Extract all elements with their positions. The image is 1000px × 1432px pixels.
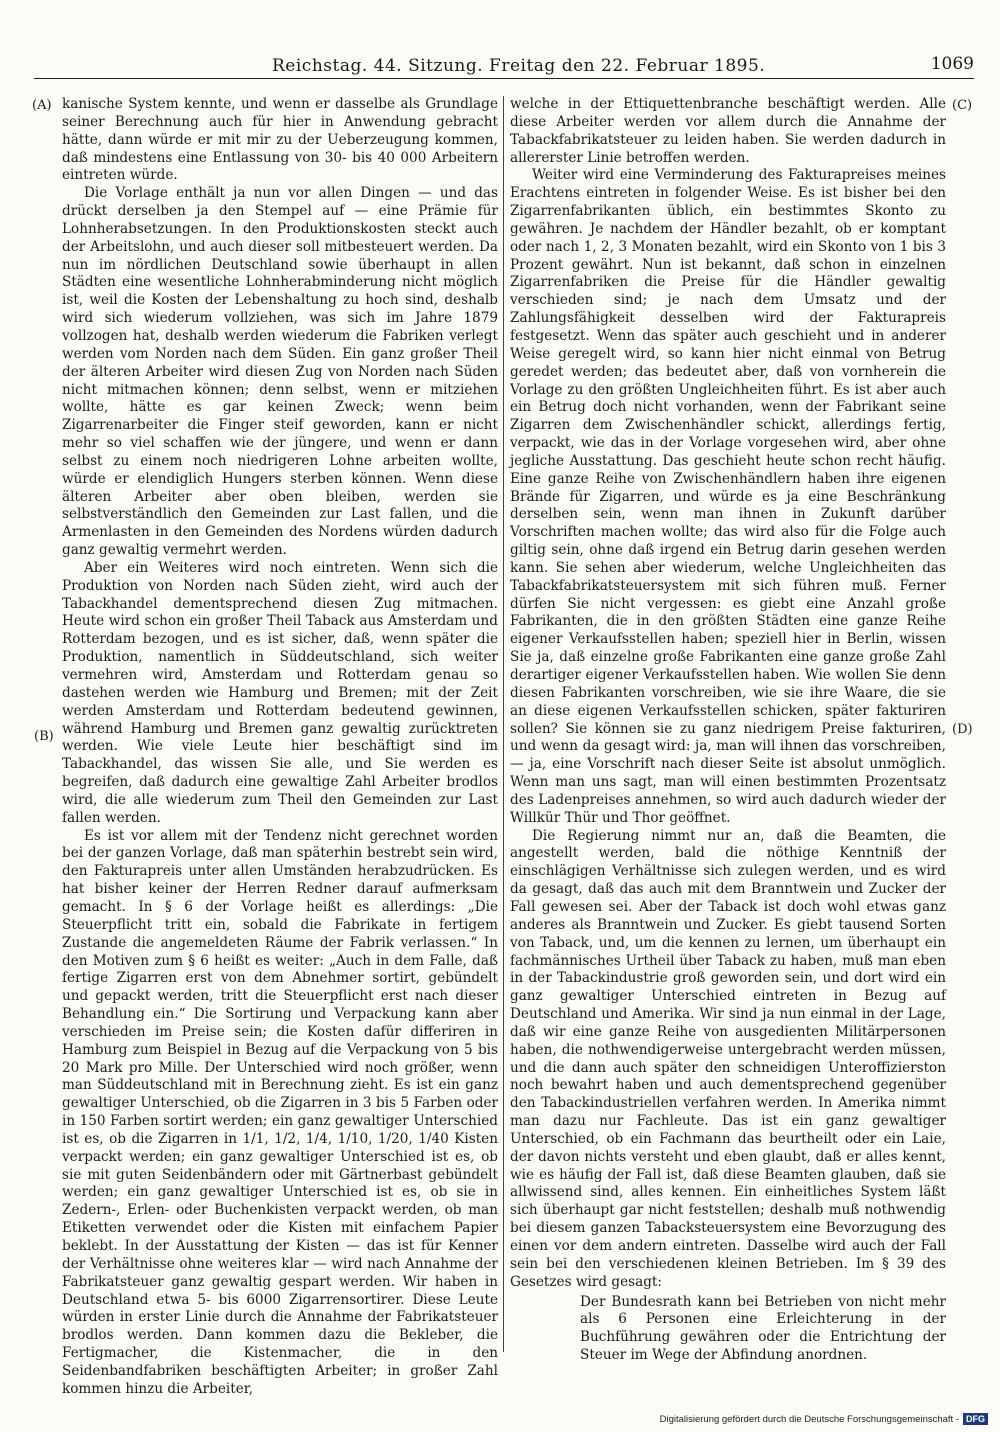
paragraph: Es ist vor allem mit der Tendenz nicht gerechnet worden bei der ganzen Vorlage, daß man späterhin bestrebt sein wird, den Fakturapreis unter allen Umständen herabzudrücken. Es hat bisher keiner der Herren Redner darauf aufmerksam gemacht. In § 6 der Vorlage heißt es allerdings: „Die Steuerpflicht tritt ein, sobald die Fabrikate in fertigem Zustande die angemeldeten Räume der Fabrik verlassen.“ In den Motiven zum § 6 heißt es weiter: „Auch in dem Falle, daß fertige Zigarren erst von dem Abnehmer sortirt, gebündelt und gepackt werden, tritt die Steuerpflicht erst nach dieser Behandlung ein.“ Die Sortirung und Verpackung kann aber verschieden im Preise sein; die Kosten dafür differiren in Hamburg zum Beispiel in Bezug auf die Verpackung von 5 bis 20 Mark pro Mille. Der Unterschied wird noch größer, wenn man Süddeutschland mit in Berechnung zieht. Es ist ein ganz gewaltiger Unterschied, ob die Zigarren in 3 bis 5 Farben oder in 150 Farben sortirt werden; ein ganz gewaltiger Unterschied ist es, ob die Zigarren in 1/1, 1/2, 1/4, 1/10, 1/20, 1/40 Kisten verpackt werden; ein ganz gewaltiger Unterschied ist es, ob sie mit guten Seidenbändern oder mit Gärtnerbast gebündelt werden; ein ganz gewaltiger Unterschied ist es, ob sie in Zedern-, Erlen- oder Buchenkisten verpackt werden, ob man Etiketten verwendet oder die Kisten mit einfachem Papier beklebt. In der Ausstattung der Kisten — das ist für Kenner der Verhältnisse ohne weiteres klar — wird nach Annahme der Fabrikatsteuer ganz gewaltig gespart werden. Wir haben in Deutschland etwa 5- bis 6000 Zigarrensortirer. Diese Leute würden in erster Linie durch die Annahme der Fabrikatsteuer brodlos werden. Dann kommen dazu die Bekleber, die Fertigmacher, die Kistenmacher, die in den Seidenbandfabriken beschäftigten Arbeiter; in großer Zahl kommen hinzu die Arbeiter, — [62, 827, 498, 1397]
paragraph: Die Regierung nimmt nur an, daß die Beamten, die angestellt werden, bald die nöthige Kenntniß der einschlägigen Verhältnisse sich zulegen werden, und es wird da gesagt, daß das auch mit dem Branntwein und Zucker der Fall gewesen sei. Aber der Taback ist doch wohl etwas ganz anderes als Branntwein und Zucker. Es giebt tausend Sorten von Taback, und, um die kennen zu lernen, um überhaupt ein fachmännisches Urtheil über Taback zu haben, muß man eben in der Tabackindustrie groß geworden sein, und dort wird ein ganz gewaltiger Unterschied eintreten in Bezug auf Deutschland und Amerika. Wir sind ja nun einmal in der Lage, daß wir eine ganze Reihe von ausgedienten Militärpersonen haben, die nothwendigerweise untergebracht werden müssen, und die dann auch später den schneidigen Unteroffizierston noch bewahrt haben und auch dementsprechend gegenüber den Tabackindustriellen verfahren werden. In Amerika nimmt man dazu nur Fachleute. Das ist ein ganz gewaltiger Unterschied, ob ein Fachmann das beurtheilt oder ein Laie, der davon nichts versteht und eben glaubt, daß er alles kennt, wie es häufig der Fall ist, daß diese Beamten glauben, daß sie allwissend sind, alles kennen. Ein einheitliches System läßt sich überhaupt gar nicht feststellen; deshalb muß nothwendig bei diesem ganzen Tabacksteuersystem eine Bevorzugung des einen vor dem andern eintreten. Dasselbe wird auch der Fall sein bei den verschiedenen kleinen Betrieben. Im § 39 des Gesetzes wird gesagt: — [510, 827, 946, 1290]
digitization-footer — [660, 1413, 988, 1425]
paragraph: Die Vorlage enthält ja nun vor allen Dingen — und das drückt derselben ja den Stempel auf — eine Prämie für Lohnherabsetzungen. In den Produktionskosten steckt auch der Arbeitslohn, und auch dieser soll mitbesteuert werden. Da nun im nördlichen Deutschland sowie überhaupt in allen Städten eine wesentliche Lohnherabminderung nicht möglich ist, weil die Kosten der Lebenshaltung zu hoch sind, deshalb wird sich wiederum vollziehen, was sich im Jahre 1879 vollzogen hat, deshalb werden wiederum die Fabriken verlegt werden vom Norden nach dem Süden. Ein ganz großer Theil der älteren Arbeiter wird diesen Zug von Norden nach Süden nicht mitmachen können; denn selbst, wenn er mitziehen wollte, hätte es gar keinen Zweck; wenn beim Zigarrenarbeiter die Finger steif geworden, kann er nicht mehr so viel schaffen wie der jüngere, und wenn er dann selbst zu einem noch niedrigeren Lohne arbeiten wollte, würde er elendiglich Hungers sterben können. Wenn diese älteren Arbeiter aber oben bleiben, werden sie selbstverständlich den Gemeinden zur Last fallen, und die Armenlasten in den Gemeinden des Nordens würden dadurch ganz gewaltig vermehrt werden. — [62, 185, 498, 559]
footer-text: Digitalisierung gefördert durch die Deutsche Forschungsgemeinschaft - — [659, 1413, 959, 1425]
paragraph: kanische System kennte, und wenn er dasselbe als Grundlage seiner Berechnung auch für hier in Anwendung gebracht hätte, dann würde er mit mir zu der Ueberzeugung kommen, daß mindestens eine Entlassung von 30- bis 40 000 Arbeitern eintreten würde. — [62, 96, 498, 184]
paragraph: Weiter wird eine Verminderung des Fakturapreises meines Erachtens eintreten in folgender Weise. Es ist bisher bei den Zigarrenfabrikanten üblich, ein bestimmtes Skonto zu gewähren. Je nachdem der Händler bezahlt, ob er komptant oder nach 1, 2, 3 Monaten bezahlt, wird ein Skonto von 1 bis 3 Prozent gewährt. Nun ist bekannt, daß schon in einzelnen Zigarrenfabriken die Preise für die Händler gewaltig verschieden sind; je nach dem Umsatz und der Zahlungsfähigkeit desselben wird der Fakturapreis festgesetzt. Wenn das später auch geschieht und in anderer Weise geregelt wird, so kann hier nicht einmal von Betrug geredet werden; das bedeutet aber, daß von vornherein die Vorlage zu den größten Ungleichheiten führt. Es ist aber auch ein Betrug doch nicht vorhanden, wenn der Fabrikant seine Zigarren dem Zwischenhändler schickt, allerdings fertig, verpackt, wie das in der Vorlage vorgesehen wird, aber ohne jegliche Ausstattung. Das geschieht heute schon recht häufig. Eine ganze Reihe von Zwischenhändlern haben ihre eigenen Brände für Zigarren, und würde es ja eine Beschränkung derselben sein, wenn man ihnen in Zukunft darüber Vorschriften machen wollte; das wird also für die Folge auch giltig sein, ohne daß irgend ein Betrug darin gesehen werden kann. Sie sehen aber wiederum, welche Ungleichheiten das Tabackfabrikatsteuersystem mit sich führen muß. Ferner dürfen Sie nicht vergessen: es giebt eine Anzahl große Fabrikanten, die in den größten Städten eine ganze Reihe eigener Verkaufsstellen haben; speziell hier in Berlin, wissen Sie ja, daß einzelne große Fabrikanten eine ganze große Zahl derartiger eigener Verkaufsstellen haben. Wie wollen Sie denn diesen Fabrikanten vorschreiben, wie sie ihre Waare, die sie an diese eigenen Verkaufsstellen schicken, später fakturiren sollen? Sie können sie zu ganz niedrigem Preise fakturiren, und wenn da gesagt wird: ja, man will ihnen das vorschreiben, — ja, eine Vorschrift nach dieser Seite ist absolut unmöglich. Wenn man uns sagt, man will einen bestimmten Prozentsatz des Ladenpreises annehmen, so wird auch dadurch wieder der Willkür Thür und Thor geöffnet. — [510, 167, 946, 826]
margin-marker-c: (C) — [952, 98, 973, 113]
header-rule — [34, 78, 974, 79]
page-header — [34, 52, 974, 82]
margin-marker-a: (A) — [32, 98, 52, 113]
header-title: Reichstag. 44. Sitzung. Freitag den 22. Februar 1895. — [272, 56, 766, 76]
dfg-logo: DFG — [963, 1413, 988, 1425]
paragraph: Aber ein Weiteres wird noch eintreten. Wenn sich die Produktion von Norden nach Süden zieht, wird auch der Tabackhandel dementsprechend diesen Zug mitmachen. Heute wird schon ein großer Theil Taback aus Amsterdam und Rotterdam bezogen, und es ist sicher, daß, wenn später die Produktion, namentlich in Süddeutschland, sich weiter vermehren wird, Amsterdam und Rotterdam genau so dastehen werden wie Hamburg und Bremen; mit der Zeit werden Amsterdam und Rotterdam bedeutend gewinnen, während Hamburg und Bremen ganz gewaltig zurücktreten werden. Wie viele Leute hier beschäftigt sind im Tabackhandel, das wissen Sie alle, und Sie werden es begreifen, daß dadurch eine gewaltige Zahl Arbeiter brodlos wird, die alle wiederum zum Theil den Gemeinden zur Last fallen werden. — [62, 559, 498, 826]
column-divider — [503, 96, 504, 1352]
page-number: 1069 — [930, 54, 974, 74]
margin-marker-b: (B) — [34, 729, 54, 744]
quoted-law-text: Der Bundesrath kann bei Betrieben von nicht mehr als 6 Personen eine Erleichterung in der Buchführung gewähren oder die Entrichtung der Steuer im Wege der Abfindung anordnen. — [580, 1293, 946, 1364]
left-column — [62, 96, 498, 1397]
margin-marker-d: (D) — [952, 722, 973, 737]
right-column — [510, 96, 946, 1364]
paragraph: welche in der Ettiquettenbranche beschäftigt werden. Alle diese Arbeiter werden vor allem durch die Annahme der Tabackfabrikatsteuer zu leiden haben. Sie werden dadurch in allererster Linie betroffen werden. — [510, 96, 946, 166]
